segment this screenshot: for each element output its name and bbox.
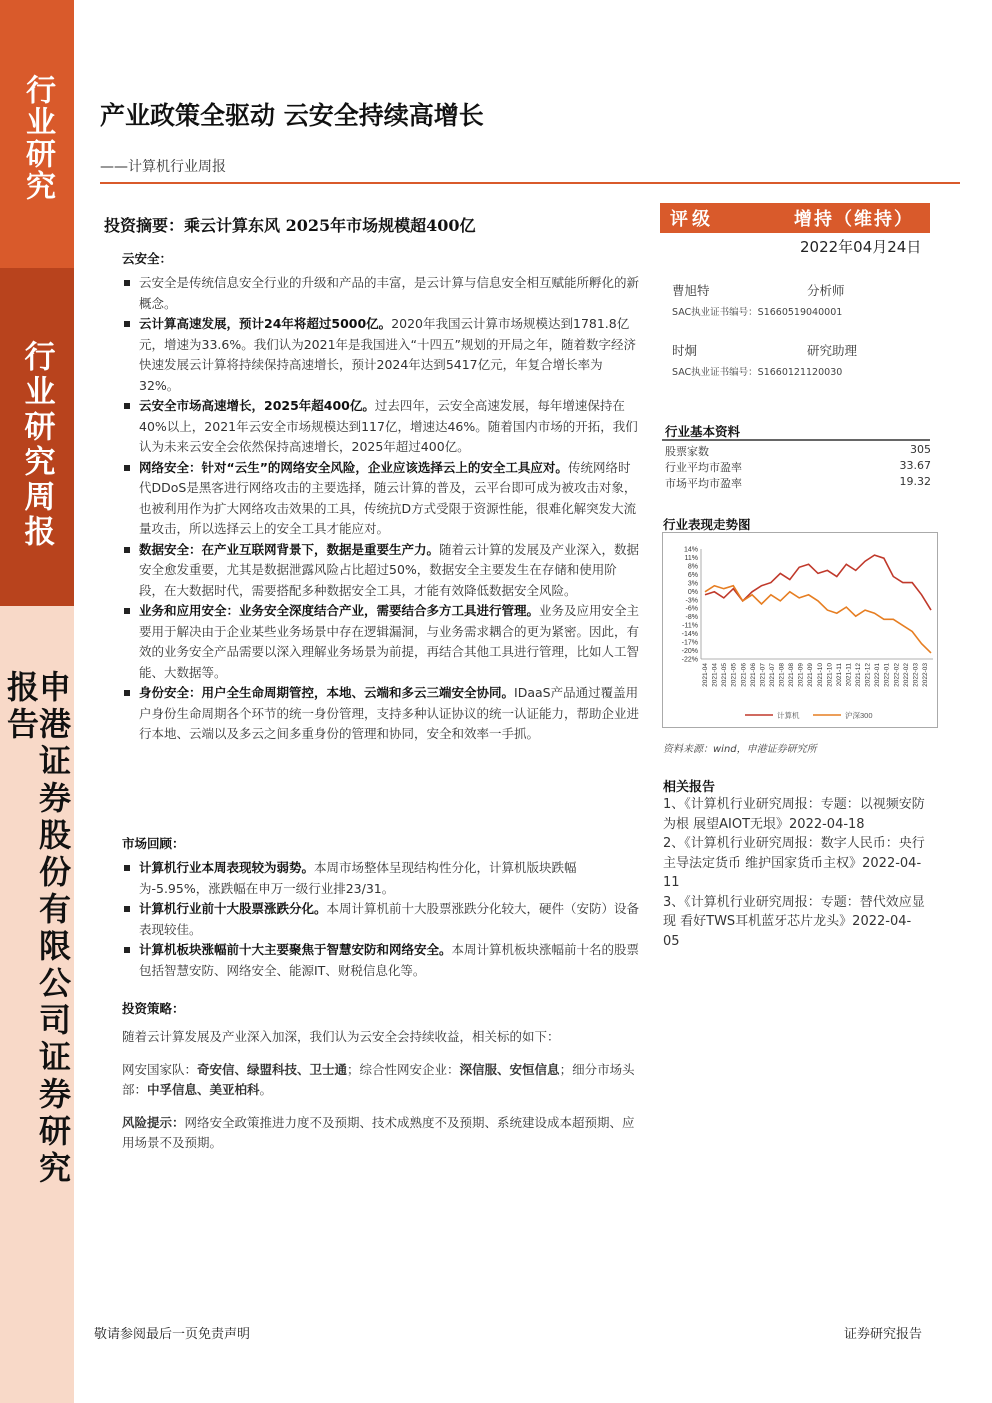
x-tick-label: 2021-08 [788,663,796,687]
bullet-item [122,940,640,981]
sidebar-report-type-block [0,268,74,606]
targets-mid2: ；细分市场头部： [122,1061,635,1097]
x-tick-label: 2021-04 [711,663,719,687]
y-tick-label: -22% [681,656,698,664]
risk-text: 网络安全政策推进力度不及预期、技术成熟度不及预期、系统建设成本超预期、应用场景不及预期。 [122,1114,635,1150]
related-title: 相关报告 [663,780,716,795]
x-tick-label: 2022-01 [874,663,882,687]
rating-label: 评级 [670,209,714,230]
related-item[interactable]: 3、《计算机行业研究周报：专题：替代效应显现 看好TWS耳机蓝牙芯片龙头》2022-04-05 [663,894,925,949]
x-tick-label: 2021-05 [730,663,738,687]
strategy-heading: 投资策略： [122,1001,185,1016]
bullet-item [122,899,640,940]
bullet-item [122,683,640,745]
chart-source: 资料来源：wind，申港证券研究所 [663,744,817,755]
y-tick-label: 8% [687,563,698,571]
info-label: 市场平均市盈率 [665,477,742,490]
x-tick-label: 2022-02 [902,663,910,687]
x-tick-label: 2021-12 [855,663,863,687]
bullet-text: 云安全是传统信息安全行业的升级和产品的丰富，是云计算与信息安全相互赋能所孵化的新概念。 [139,275,640,311]
bullet-lead: 数据安全：在产业互联网背景下，数据是重要生产力。 [139,541,440,557]
x-tick-label: 2021-10 [826,663,834,687]
x-tick-label: 2021-04 [702,663,709,687]
bullet-lead: 计算机行业前十大股票涨跌分化。 [139,901,327,916]
y-tick-label: -20% [681,648,698,656]
bullet-item [122,314,640,396]
y-tick-label: -17% [681,639,698,647]
targets-mid1: ；综合性网安企业： [347,1061,460,1077]
x-tick-label: 2021-06 [749,663,757,687]
x-tick-label: 2022-02 [893,663,901,687]
targets-group3: 中孚信息、美亚柏科 [147,1082,260,1097]
bullet-text: 业务及应用安全主要用于解决由于企业某些业务场景中存在逻辑漏洞，与业务需求耦合的更为紧密。因此，有效的业务安全产品需要以深入理解业务场景为前提，再结合其他工具进行管理，比如人工智能、大数据等。 [139,603,640,680]
info-row [665,475,931,491]
trend-chart-title: 行业表现走势图 [663,517,751,532]
bullet-text: 随着云计算的发展及产业深入，数据安全愈发重要，尤其是数据泄露风险占比超过50%，数据安全主要发生在存储和使用阶段，在大数据时代，需要搭配多种数据安全工具，才能有效降低数据安全风险。 [139,541,640,598]
info-label: 行业平均市盈率 [665,461,742,474]
y-tick-label: 14% [683,546,698,554]
cloud-security-list [122,273,640,745]
bullet-item [122,396,640,458]
bullet-text: 传统网络时代DDoS是黑客进行网络攻击的主要选择，随云计算的普及，云平台即可成为被攻击对象，也被利用作为扩大网络攻击效果的工具，传统抗D方式受限于资源性能，很难化解突发大流量攻击，所以选择云上的安全工具才能应对。 [139,459,637,536]
y-tick-label: 0% [687,588,698,596]
sidebar-company-block [0,670,74,1210]
industry-info-divider [662,439,930,441]
summary-title: 投资摘要：乘云计算东风 2025年市场规模超400亿 [104,216,476,235]
bullet-text: 2020年我国云计算市场规模达到1781.8亿元，增速为33.6%。我们认为2021年是我国进入“十四五”规划的开局之年，随着数字经济快速发展云计算将持续保持高速增长，预计2024年达到5417亿元，年复合增长率为32%。 [139,316,636,393]
industry-info-title: 行业基本资料 [665,424,741,439]
legend-label: 沪深300 [845,711,873,720]
assistant-cert: SAC执业证书编号：S1660121120030 [672,367,843,378]
sidebar-category: 行业研究 [20,74,55,202]
related-item[interactable]: 2、《计算机行业研究周报：数字人民币：央行主导法定货币 维护国家货币主权》2022-04-11 [663,836,925,890]
bullet-item [122,273,640,314]
y-tick-label: 6% [687,571,698,579]
bullet-lead: 业务和应用安全：业务安全深度结合产业，需要结合多方工具进行管理。 [139,603,540,618]
risk-label: 风险提示： [122,1114,185,1130]
assistant-role: 研究助理 [807,343,858,358]
bullet-text: 本周计算机前十大股票涨跌分化较大，硬件（安防）设备表现较佳。 [139,901,640,937]
sidebar-report-type: 行业研究周报 [18,340,55,550]
info-value: 19.32 [899,475,931,488]
bullet-lead: 云计算高速发展，预计24年将超过5000亿。 [139,316,392,331]
report-date: 2022年04月24日 [800,238,922,256]
targets-group2: 深信服、安恒信息 [459,1061,560,1077]
y-tick-label: -8% [685,614,698,622]
x-tick-label: 2021-05 [721,663,729,687]
header-divider [100,182,960,184]
info-row [665,443,931,459]
cloud-security-heading: 云安全： [122,251,173,266]
sidebar-company: 申港证券股份有限公司证券研究报告 [2,670,72,1188]
bullet-text: 本周计算机板块涨幅前十名的股票包括智慧安防、网络安全、能源IT、财税信息化等。 [139,942,640,978]
y-tick-label: 3% [687,580,698,588]
bullet-lead: 网络安全：针对“云生”的网络安全风险，企业应该选择云上的安全工具应对。 [139,459,568,475]
sidebar-category-block [0,0,74,268]
footer-doc-type: 证券研究报告 [844,1327,923,1342]
x-tick-label: 2021-10 [816,663,824,687]
x-tick-label: 2021-09 [807,663,815,687]
bullet-lead: 计算机板块涨幅前十大主要聚焦于智慧安防和网络安全。 [139,942,452,957]
bullet-lead: 云安全市场高速增长，2025年超400亿。 [139,398,375,413]
related-item[interactable]: 1、《计算机行业研究周报：专题：以视频安防为根 展望AIOT无垠》2022-04-18 [663,797,925,832]
x-tick-label: 2022-03 [922,663,929,687]
x-tick-label: 2021-07 [759,663,767,687]
strategy-section [122,1027,640,1154]
x-tick-label: 2021-07 [768,663,776,687]
related-list [663,795,925,951]
trend-chart-svg [663,533,937,727]
market-review-section [122,858,640,981]
analyst-cert: SAC执业证书编号：S1660519040001 [672,307,843,318]
bullet-item [122,601,640,683]
x-tick-label: 2021-08 [778,663,786,687]
x-tick-label: 2021-11 [835,663,843,687]
series-line-hs300 [705,586,931,653]
report-title: 产业政策全驱动 云安全持续高增长 [100,101,484,130]
bullet-item [122,858,640,899]
market-review-list [122,858,640,981]
targets-group1: 奇安信、绿盟科技、卫士通 [197,1061,348,1077]
bullet-text: 本周市场整体呈现结构性分化，计算机版块跌幅为-5.95%，涨跌幅在申万一级行业排23/31。 [139,860,577,896]
cloud-security-section [122,273,640,745]
x-tick-label: 2021-11 [845,663,853,687]
bullet-text: 过去四年，云安全高速发展，每年增速保持在40%以上，2021年云安全市场规模达到117亿，增速达46%。随着国内市场的开拓，我们认为未来云安全会依然保持高速增长，2025年超过400亿。 [139,398,638,454]
y-tick-label: -3% [685,597,698,605]
targets-end: 。 [259,1082,273,1097]
x-tick-label: 2021-06 [740,663,748,687]
bullet-text: IDaaS产品通过覆盖用户身份生命周期各个环节的统一身份管理，支持多种认证协议的统一认证能力，帮助企业进行本地、云端以及多云之间多重身份的管理和协同，安全和效率一手抓。 [139,685,640,741]
info-label: 股票家数 [665,445,709,458]
analyst-role: 分析师 [807,283,845,298]
strategy-para: 随着云计算发展及产业深入加深，我们认为云安全会持续收益，相关标的如下： [122,1029,560,1044]
bullet-lead: 计算机行业本周表现较为弱势。 [139,860,315,875]
report-subtitle: ——计算机行业周报 [100,159,226,175]
y-tick-label: -14% [681,631,698,639]
x-tick-label: 2022-03 [912,663,920,687]
sidebar [0,0,74,1403]
info-row [665,459,931,475]
y-tick-label: -6% [685,605,698,613]
analyst-name: 曹旭特 [672,283,710,298]
footer-disclaimer: 敬请参阅最后一页免责声明 [94,1327,251,1342]
rating-box [660,203,930,233]
x-tick-label: 2021-09 [797,663,805,687]
rating-value: 增持（维持） [794,209,914,230]
strategy-targets [122,1060,640,1101]
market-review-heading: 市场回顾： [122,836,185,851]
targets-prefix: 网安国家队： [122,1061,198,1077]
info-value: 33.67 [899,459,931,472]
bullet-lead: 身份安全：用户全生命周期管控，本地、云端和多云三端安全协同。 [139,685,515,700]
risk-warning [122,1113,640,1154]
trend-chart [662,532,938,728]
info-value: 305 [910,443,931,456]
y-tick-label: 11% [684,554,698,562]
bullet-item [122,458,640,540]
legend-label: 计算机 [777,711,800,720]
y-tick-label: -11% [682,622,698,630]
x-tick-label: 2021-12 [864,663,872,687]
assistant-name: 时炯 [672,343,698,358]
bullet-item [122,540,640,602]
x-tick-label: 2022-01 [883,663,891,687]
